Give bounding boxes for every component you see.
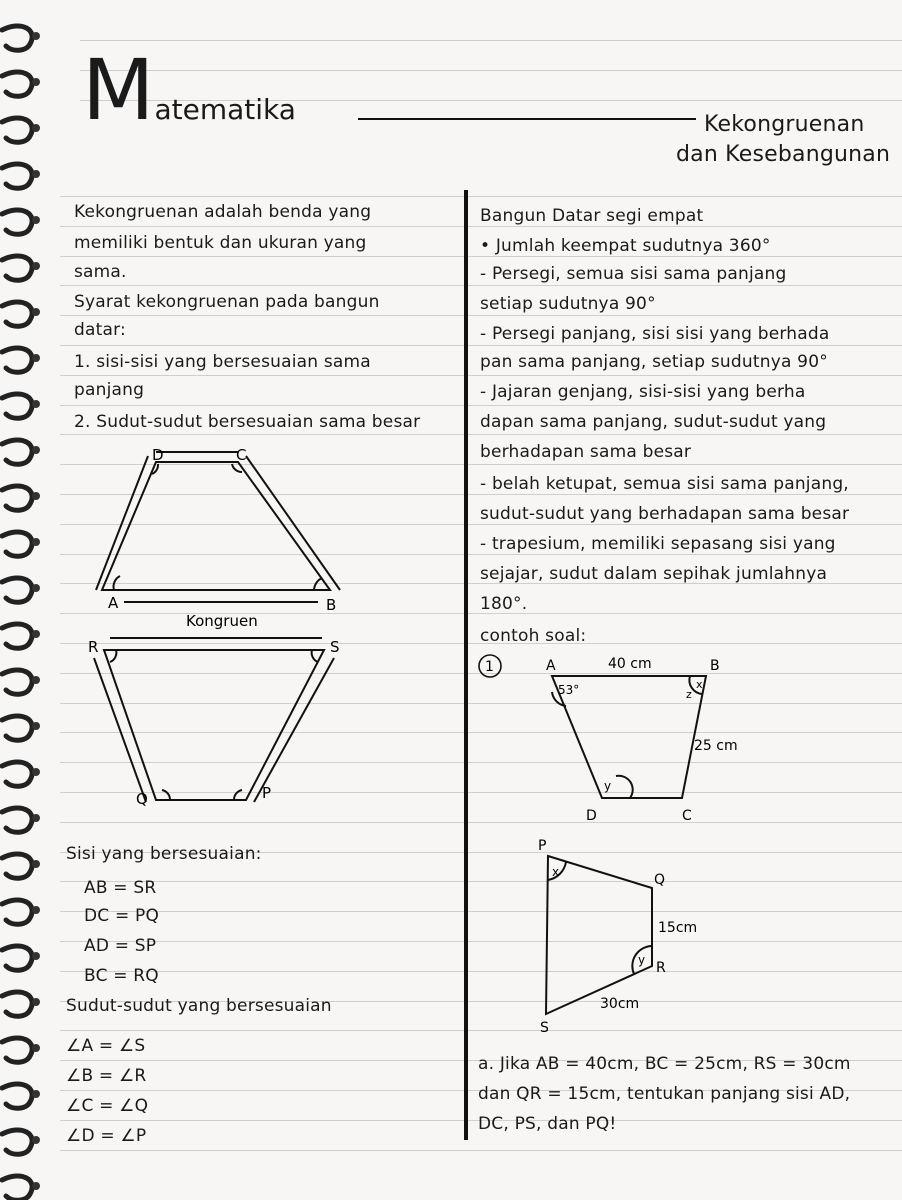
spiral-ring: [2, 716, 32, 740]
side-pair-4: BC = RQ: [84, 966, 159, 986]
punch-hole: [32, 1090, 40, 1098]
topic-line-2: dan Kesebangunan: [676, 142, 891, 167]
page-title: [82, 41, 296, 139]
left-line-2: memiliki bentuk dan ukuran yang: [74, 233, 367, 253]
spiral-ring: [2, 900, 32, 924]
ex1-angle-x: x: [696, 678, 703, 691]
parallel-mark-sp: [254, 658, 334, 802]
punch-hole: [32, 354, 40, 362]
angle-pair-3: ∠C = ∠Q: [66, 1096, 149, 1116]
ruled-line: [60, 226, 902, 227]
angles-heading: Sudut-sudut yang bersesuaian: [66, 996, 332, 1016]
spiral-ring: [2, 256, 32, 280]
punch-hole: [32, 768, 40, 776]
ruled-line: [80, 40, 902, 41]
punch-hole: [32, 400, 40, 408]
ruled-line: [60, 196, 902, 197]
punch-hole: [32, 860, 40, 868]
ex2-vertex-p: P: [538, 838, 547, 854]
example-2-trapezoid: [546, 856, 652, 1014]
example-2-figure: [530, 836, 730, 1036]
right-line-4: setiap sudutnya 90°: [480, 294, 656, 314]
parallel-mark-bc: [246, 456, 340, 590]
punch-hole: [32, 1136, 40, 1144]
punch-hole: [32, 262, 40, 270]
ruled-line: [60, 285, 902, 286]
spiral-ring: [2, 992, 32, 1016]
angle-arc-r: [110, 650, 116, 662]
punch-hole: [32, 124, 40, 132]
punch-hole: [32, 952, 40, 960]
spiral-ring: [2, 808, 32, 832]
right-line-9: berhadapan sama besar: [480, 442, 692, 462]
ex2-vertex-q: Q: [654, 872, 666, 888]
angle-pair-2: ∠B = ∠R: [66, 1066, 147, 1086]
angle-pair-1: ∠A = ∠S: [66, 1036, 146, 1056]
punch-hole: [32, 492, 40, 500]
left-line-7: panjang: [74, 380, 145, 400]
question-line-1: a. Jika AB = 40cm, BC = 25cm, RS = 30cm: [478, 1054, 851, 1074]
spiral-ring: [2, 854, 32, 878]
spiral-ring: [2, 394, 32, 418]
ruled-line: [60, 1150, 902, 1151]
spiral-ring: [2, 532, 32, 556]
right-line-6: pan sama panjang, setiap sudutnya 90°: [480, 352, 828, 372]
spiral-ring: [2, 440, 32, 464]
ruled-line: [60, 971, 902, 972]
left-line-4: Syarat kekongruenan pada bangun: [74, 292, 380, 312]
ex1-vertex-d: D: [586, 808, 597, 824]
side-pair-2: DC = PQ: [84, 906, 160, 926]
ex2-vertex-r: R: [656, 960, 666, 976]
ex2-bottom-length: 30cm: [600, 996, 640, 1012]
example-heading: contoh soal:: [480, 626, 587, 646]
right-line-12: - trapesium, memiliki sepasang sisi yang: [480, 534, 836, 554]
angle-arc-p: [234, 790, 242, 800]
spiral-ring: [2, 1176, 32, 1200]
punch-hole: [32, 1044, 40, 1052]
question-line-3: DC, PS, dan PQ!: [478, 1114, 617, 1134]
left-line-6: 1. sisi-sisi yang bersesuaian sama: [74, 352, 371, 372]
column-divider: [464, 190, 468, 1140]
angle-arc-s: [312, 650, 318, 662]
ruled-line: [60, 434, 902, 435]
punch-hole: [32, 32, 40, 40]
ruled-line: [60, 881, 902, 882]
right-line-3: - Persegi, semua sisi sama panjang: [480, 264, 787, 284]
spiral-ring: [2, 348, 32, 372]
vertex-label-d: D: [152, 446, 164, 464]
ex2-vertex-s: S: [540, 1020, 549, 1036]
ex1-angle-a: 53°: [558, 683, 580, 697]
spiral-ring: [2, 1038, 32, 1062]
vertex-label-r: R: [88, 638, 99, 656]
spiral-ring: [2, 118, 32, 142]
spiral-binding: [0, 0, 46, 1200]
punch-hole: [32, 538, 40, 546]
spiral-ring: [2, 1130, 32, 1154]
spiral-ring: [2, 946, 32, 970]
spiral-ring: [2, 624, 32, 648]
ruled-line: [60, 315, 902, 316]
right-line-11: sudut-sudut yang berhadapan sama besar: [480, 504, 850, 524]
spiral-ring: [2, 1084, 32, 1108]
left-line-1: Kekongruenan adalah benda yang: [74, 202, 372, 222]
left-line-3: sama.: [74, 262, 127, 282]
side-pair-1: AB = SR: [84, 878, 157, 898]
ex2-angle-x: x: [552, 865, 560, 879]
right-line-5: - Persegi panjang, sisi sisi yang berhada: [480, 324, 830, 344]
ruled-line: [60, 375, 902, 376]
ex2-right-length: 15cm: [658, 920, 698, 936]
right-line-10: - belah ketupat, semua sisi sama panjang,: [480, 474, 849, 494]
ex1-vertex-a: A: [546, 658, 556, 674]
ex1-angle-y: y: [604, 779, 612, 793]
title-initial: M: [82, 41, 155, 139]
ex1-right-length: 25 cm: [694, 738, 738, 754]
punch-hole: [32, 998, 40, 1006]
vertex-label-s: S: [330, 638, 340, 656]
punch-hole: [32, 906, 40, 914]
spiral-ring: [2, 26, 32, 50]
ruled-line: [60, 405, 902, 406]
angle-arc-q: [162, 790, 170, 800]
figure-caption-kongruen: Kongruen: [186, 612, 258, 630]
ex2-angle-y: y: [638, 953, 646, 967]
left-line-8: 2. Sudut-sudut bersesuaian sama besar: [74, 412, 421, 432]
right-line-7: - Jajaran genjang, sisi-sisi yang berha: [480, 382, 806, 402]
example-number: 1: [485, 659, 494, 675]
vertex-label-a: A: [108, 594, 119, 612]
spiral-ring: [2, 670, 32, 694]
punch-hole: [32, 308, 40, 316]
punch-hole: [32, 722, 40, 730]
parallel-mark-rq: [94, 658, 146, 802]
vertex-label-b: B: [326, 596, 337, 614]
ex1-vertex-c: C: [682, 808, 692, 824]
spiral-ring: [2, 164, 32, 188]
vertex-label-p: P: [262, 784, 272, 802]
punch-hole: [32, 814, 40, 822]
example-1-figure: [474, 650, 774, 830]
ex1-top-length: 40 cm: [608, 656, 652, 672]
spiral-ring: [2, 72, 32, 96]
figure-trapezoid-abcd: [90, 440, 360, 640]
punch-hole: [32, 216, 40, 224]
punch-hole: [32, 630, 40, 638]
ruled-line: [60, 941, 902, 942]
spiral-ring: [2, 210, 32, 234]
spiral-ring: [2, 578, 32, 602]
question-line-2: dan QR = 15cm, tentukan panjang sisi AD,: [478, 1084, 851, 1104]
topic-line-1: Kekongruenan: [704, 112, 865, 137]
ruled-line: [60, 911, 902, 912]
title-underline: [358, 118, 696, 120]
right-line-8: dapan sama panjang, sudut-sudut yang: [480, 412, 827, 432]
spiral-ring: [2, 762, 32, 786]
right-line-14: 180°.: [480, 594, 528, 614]
figure-trapezoid-rspq: [86, 632, 346, 812]
ruled-line: [60, 345, 902, 346]
parallel-mark-ad: [96, 456, 148, 590]
angle-arc-a: [114, 576, 120, 590]
ex1-angle-z: z: [686, 688, 692, 701]
title-rest: atematika: [154, 93, 296, 126]
spiral-ring: [2, 486, 32, 510]
punch-hole: [32, 446, 40, 454]
ruled-line: [60, 1030, 902, 1031]
spiral-ring: [2, 302, 32, 326]
right-line-13: sejajar, sudut dalam sepihak jumlahnya: [480, 564, 828, 584]
angle-arc-y: [616, 776, 633, 798]
side-pair-3: AD = SP: [84, 936, 157, 956]
angle-arc-b: [314, 578, 322, 590]
punch-hole: [32, 170, 40, 178]
vertex-label-q: Q: [136, 790, 148, 808]
ex1-vertex-b: B: [710, 658, 720, 674]
angle-pair-4: ∠D = ∠P: [66, 1126, 147, 1146]
vertex-label-c: C: [236, 446, 247, 464]
punch-hole: [32, 584, 40, 592]
punch-hole: [32, 676, 40, 684]
punch-hole: [32, 78, 40, 86]
punch-hole: [32, 1182, 40, 1190]
left-line-5: datar:: [74, 320, 126, 340]
ruled-line: [60, 256, 902, 257]
right-line-2: • Jumlah keempat sudutnya 360°: [480, 236, 771, 256]
sides-heading: Sisi yang bersesuaian:: [66, 844, 262, 864]
right-line-1: Bangun Datar segi empat: [480, 206, 704, 226]
